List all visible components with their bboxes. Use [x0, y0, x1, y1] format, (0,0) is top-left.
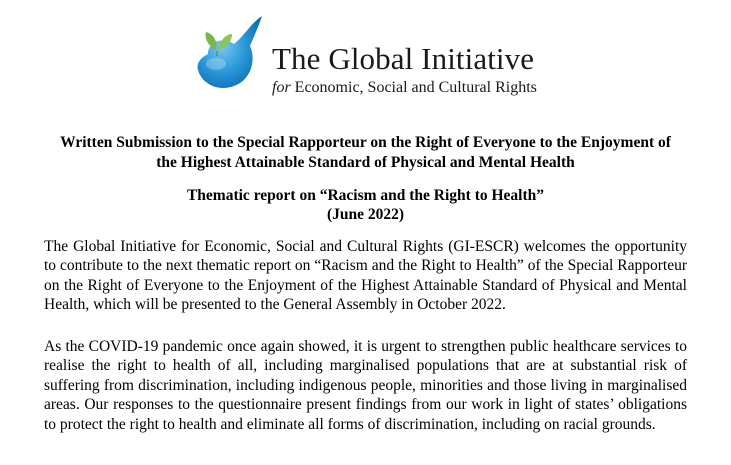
body-paragraph-1: The Global Initiative for Economic, Social and Cultural Rights (GI-ESCR) welcomes the opportunity to contribute to the next thematic report on “Racism and the Right to Health” of the Special Rapporteur on the Right of Everyone to the Enjoyment of the Highest Attainable Standard of Physical and Mental Health, which will be presented to the General Assembly in October 2022.	[44, 238, 687, 314]
report-title: Thematic report on “Racism and the Right to Health”	[186, 187, 545, 204]
organization-name: The Global Initiative	[272, 41, 535, 76]
report-date: (June 2022)	[326, 206, 405, 223]
subtitle-for: for	[272, 79, 291, 96]
submission-title-line-2: the Highest Attainable Standard of Physical and Mental Health	[156, 154, 575, 171]
organization-subtitle	[272, 79, 537, 97]
submission-title-line-1: Written Submission to the Special Rapporteur on the Right of Everyone to the Enjoyment of	[60, 134, 671, 151]
submission-title	[40, 133, 691, 173]
globe-sprout-logo-icon	[178, 14, 268, 98]
subtitle-rest: Economic, Social and Cultural Rights	[290, 79, 537, 96]
body-paragraph-2: As the COVID-19 pandemic once again showed, it is urgent to strengthen public healthcare services to realise the right to health of all, including marginalised populations that are at substantial risk of suffering from discrimination, including indigenous people, minorities and those living in marginalised areas. Our responses to the questionnaire present findings from our work in light of states’ obligations to protect the right to health and eliminate all forms of discrimination, including on racial grounds.	[44, 338, 687, 433]
